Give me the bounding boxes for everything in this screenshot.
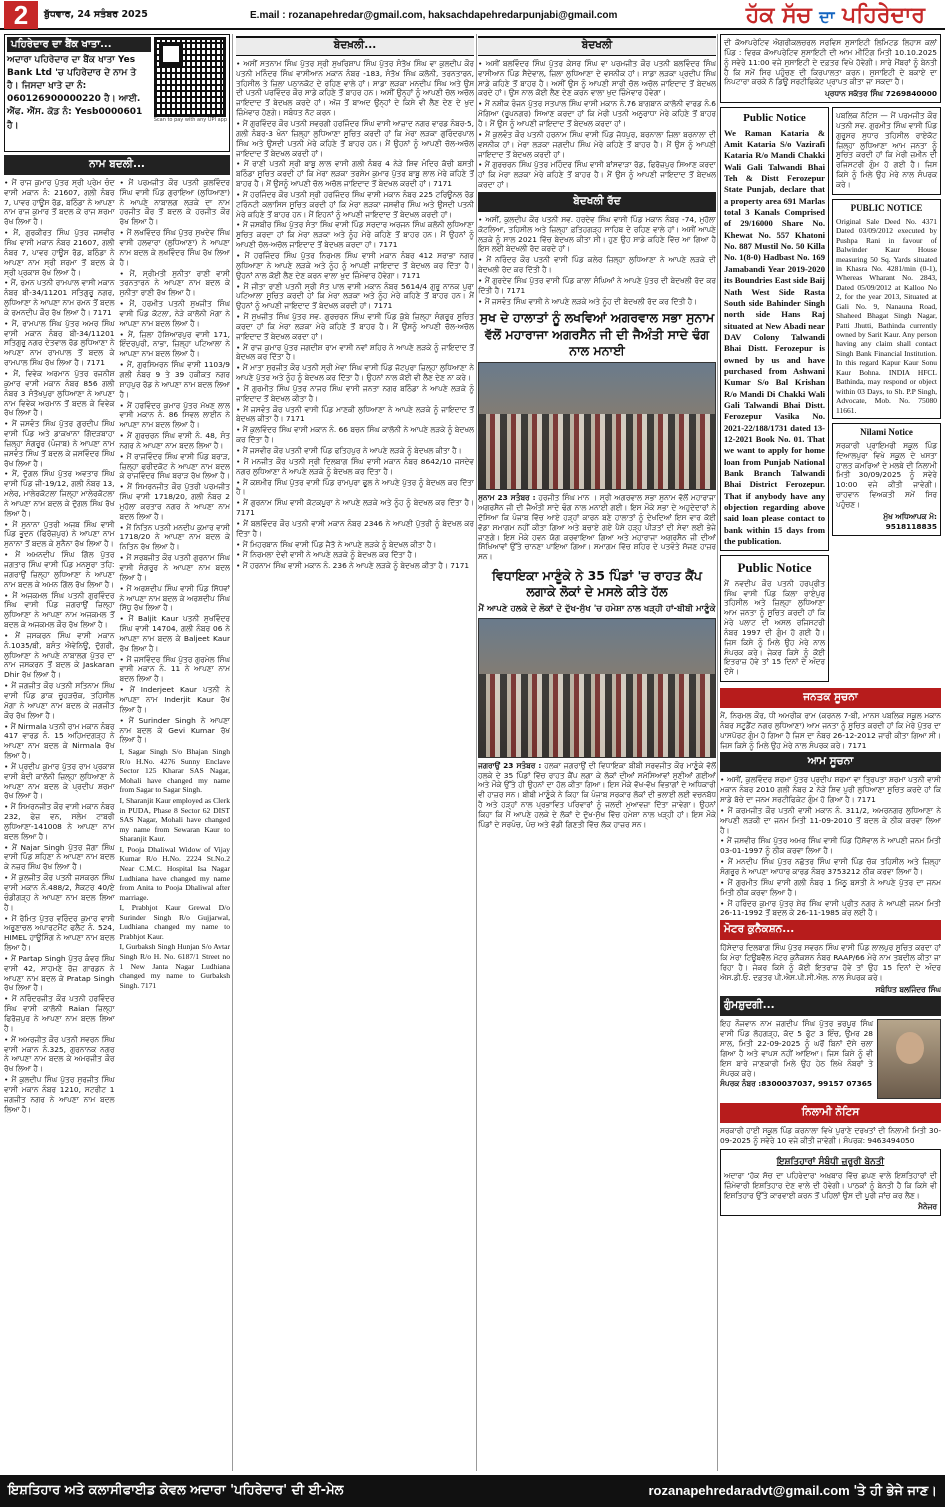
- bank-account-box: [4, 34, 230, 152]
- column-bedakhli: [236, 34, 474, 1471]
- notice-item: • ਮੈਂ Baljit Kaur ਪਤਨੀ ਸੁਖਵਿੰਦਰ ਸਿੰਘ ਵਾਸੀ 14704, ਗਲੀ ਨੰਬਰ 06 ਨੇ ਆਪਣਾ ਨਾਮ ਬਦਲ ਕੇ Baljeet Kaur ਰੱਖ ਲਿਆ ਹੈ।: [119, 614, 230, 653]
- story2-body: ਜਗਰਾਉਂ 23 ਸਤੰਬਰ : ਹਲਕਾ ਜਗਰਾਉਂ ਦੀ ਵਿਧਾਇਕਾ ਬੀਬੀ ਸਰਵਜੀਤ ਕੌਰ ਮਾਣੂੰਕੇ ਵੱਲੋਂ ਹਲਕੇ ਦੇ 35 ਪਿੰਡਾਂ ਵਿੱਚ ਰਾਹਤ ਕੈਂਪ ਲਗਾ ਕੇ ਲੋਕਾਂ ਦੀਆਂ ਸਮੱਸਿਆਵਾਂ ਸੁਣੀਆਂ ਗਈਆਂ ਅਤੇ ਮੌਕੇ ਉੱਤੇ ਹੀ ਉਹਨਾਂ ਦਾ ਹੱਲ ਕੀਤਾ ਗਿਆ। ਇਸ ਮੌਕੇ ਵੱਖ-ਵੱਖ ਵਿਭਾਗਾਂ ਦੇ ਅਧਿਕਾਰੀ ਵੀ ਹਾਜ਼ਰ ਸਨ। ਬੀਬੀ ਮਾਣੂੰਕੇ ਨੇ ਕਿਹਾ ਕਿ ਪੰਜਾਬ ਸਰਕਾਰ ਲੋਕਾਂ ਦੀ ਭਲਾਈ ਲਈ ਵਚਨਬੱਧ ਹੈ ਅਤੇ ਹੜ੍ਹਾਂ ਨਾਲ ਪ੍ਰਭਾਵਿਤ ਪਰਿਵਾਰਾਂ ਨੂੰ ਜਲਦੀ ਮੁਆਵਜ਼ਾ ਦਿੱਤਾ ਜਾਵੇਗਾ। ਉਹਨਾਂ ਕਿਹਾ ਕਿ ਮੈਂ ਆਪਣੇ ਹਲਕੇ ਦੇ ਲੋਕਾਂ ਦੇ ਦੁੱਖ-ਸੁੱਖ ਵਿੱਚ ਹਮੇਸ਼ਾ ਨਾਲ ਖੜ੍ਹੀ ਹਾਂ। ਇਸ ਮੌਕੇ ਪਿੰਡਾਂ ਦੇ ਸਰਪੰਚ, ਪੰਚ ਅਤੇ ਵੱਡੀ ਗਿਣਤੀ ਵਿੱਚ ਲੋਕ ਹਾਜ਼ਰ ਸਨ।: [478, 760, 716, 829]
- notice-item: • ਮੈਂ ਅਰਸ਼ਦੀਪ ਸਿੰਘ ਵਾਸੀ ਪਿੰਡ ਸਿੱਧਵਾਂ ਨੇ ਆਪਣਾ ਨਾਮ ਬਦਲ ਕੇ ਅਰਸ਼ਦੀਪ ਸਿੰਘ ਸਿੱਧੂ ਰੱਖ ਲਿਆ ਹੈ।: [119, 583, 230, 613]
- notice-item: • ਮੈਂ ਜਸਵੰਤ ਕੌਰ ਪਤਨੀ ਵਾਸੀ ਪਿੰਡ ਮਾਣਕੀ ਲੁਧਿਆਣਾ ਨੇ ਆਪਣੇ ਲੜਕੇ ਨੂੰ ਜਾਇਦਾਦ ਤੋਂ ਬੇਦਖਲ ਕੀਤਾ ਹੈ। 7171: [236, 404, 474, 424]
- section-heading-motor: ਮੋਟਰ ਕੁਨੈਕਸ਼ਨ...: [720, 920, 941, 940]
- notice-item: • ਮੈਂ ਨਰਿੰਦਰ ਕੌਰ ਪਤਨੀ ਵਾਸੀ ਪਿੰਡ ਕਲੇਰ ਜ਼ਿਲ੍ਹਾ ਲੁਧਿਆਣਾ ਨੇ ਆਪਣੇ ਲੜਕੇ ਦੀ ਬੇਦਖਲੀ ਰੱਦ ਕਰ ਦਿੱਤੀ ਹੈ।: [478, 255, 716, 275]
- notice-item: • ਮੈਂ, ਵਿਵੇਕ ਅਰਮਾਨ ਪੁੱਤਰ ਰਜਨੀਸ਼ ਕੁਮਾਰ ਵਾਸੀ ਮਕਾਨ ਨੰਬਰ 856 ਗਲੀ ਨੰਬਰ 3 ਸੰਤੋਖਪੁਰਾ ਲੁਧਿਆਣਾ ਨੇ ਆਪਣਾ ਨਾਮ ਵਿਵੇਕ ਅਰਮਾਨ ਤੋਂ ਬਦਲ ਕੇ ਵਿਵੇਕ ਰੱਖ ਲਿਆ ਹੈ।: [4, 368, 115, 418]
- notice-item: • ਮੈਂ ਗੁਰਨਾਮ ਸਿੰਘ ਵਾਸੀ ਕੋਟਕਪੂਰਾ ਨੇ ਆਪਣੇ ਲੜਕੇ ਅਤੇ ਨੂੰਹ ਨੂੰ ਬੇਦਖਲ ਕਰ ਦਿੱਤਾ ਹੈ। 7171: [236, 498, 474, 518]
- section-heading-bedakhli-radd: ਬੇਦਖਲੀ ਰੱਦ: [478, 192, 716, 212]
- notice-item: • ਅਸੀਂ ਬਲਵਿੰਦਰ ਸਿੰਘ ਪੁੱਤਰ ਕੇਸਰ ਸਿੰਘ ਵਾ ਪਰਮਜੀਤ ਕੌਰ ਪਤਨੀ ਬਲਵਿੰਦਰ ਸਿੰਘ ਵਾਸੀਆਨ ਪਿੰਡ ਸੈਦੇਵਾਲ, ਜ਼ਿਲਾ ਲੁਧਿਆਣਾ ਦੇ ਵਸਨੀਕ ਹਾਂ। ਸਾਡਾ ਲੜਕਾ ਪ੍ਰਦੀਪ ਸਿੰਘ ਸਾਡੇ ਕਹਿਣੇ ਤੋਂ ਬਾਹਰ ਹੈ। ਅਸੀਂ ਉਸ ਨੂੰ ਆਪਣੀ ਸਾਰੀ ਚੱਲ ਅਚੱਲ ਜਾਇਦਾਦ ਤੋਂ ਬੇਦਖਲ ਕਰਦੇ ਹਾਂ। ਉਸ ਨਾਲ ਕੋਈ ਲੈਣ ਦੇਣ ਕਰਨ ਵਾਲਾ ਖੁਦ ਜ਼ਿੰਮੇਵਾਰ ਹੋਵੇਗਾ।: [478, 58, 716, 98]
- notice-item: • ਮੈਂ ਸਰਬਜੀਤ ਕੌਰ ਪਤਨੀ ਗੁਰਨਾਮ ਸਿੰਘ ਵਾਸੀ ਸੰਗਰੂਰ ਨੇ ਆਪਣਾ ਨਾਮ ਬਦਲ ਲਿਆ ਹੈ।: [119, 553, 230, 582]
- notice-item: • ਅਸੀਂ ਸਤਨਾਮ ਸਿੰਘ ਪੁੱਤਰ ਸ੍ਰੀ ਸੁਖਰਿਸ਼ਾਪ ਸਿੰਘ ਪੁੱਤਰ ਸੰਤੋਖ ਸਿੰਘ ਵਾ ਕੁਲਦੀਪ ਕੌਰ ਪਤਨੀ ਮਨਿੰਦਰ ਸਿੰਘ ਵਾਸੀਆਨ ਮਕਾਨ ਨੰਬਰ -183, ਸੰਤੋਖ ਸਿੰਘ ਕਲੋਨੀ, ਤਰਨਤਾਰਨ, ਤਹਿਸੀਲ ਤੇ ਜ਼ਿਲਾ ਪਠਾਨਕੋਟ ਦੇ ਰਹਿਣ ਵਾਲੇ ਹਾਂ। ਸਾਡਾ ਲੜਕਾ ਮਨਦੀਪ ਸਿੰਘ ਅਤੇ ਉਸ ਦੀ ਪਤਨੀ ਪਰਵਿੰਦਰ ਕੌਰ ਸਾਡੇ ਕਹਿਣੇ ਤੋਂ ਬਾਹਰ ਹਨ। ਅਸੀਂ ਉਨ੍ਹਾਂ ਨੂੰ ਆਪਣੀ ਚੱਲ ਅਚੱਲ ਜਾਇਦਾਦ ਤੋਂ ਬੇਦਖ਼ਲ ਕਰਦੇ ਹਾਂ। ਅੱਜ ਤੋਂ ਬਾਅਦ ਉਨ੍ਹਾਂ ਦੇ ਕਿਸੇ ਵੀ ਲੈਣ ਦੇਣ ਦੇ ਖੁਦ ਜ਼ਿੰਮੇਵਾਰ ਹੋਣਗੇ। ਸਬੰਧਤ ਨੋਟ ਕਰਨ।: [236, 58, 474, 118]
- notice-item: • ਮੈਂ ਗੁਰਦੇਵ ਸਿੰਘ ਪੁੱਤਰ ਵਾਸੀ ਪਿੰਡ ਕਾਲਾ ਸੰਘਿਆਂ ਨੇ ਆਪਣੇ ਪੁੱਤਰ ਦੀ ਬੇਦਖਲੀ ਰੱਦ ਕਰ ਦਿੱਤੀ ਹੈ। 7171: [478, 275, 716, 295]
- notice-item: • ਮੈਂ ਕਰਮਜੀਤ ਕੌਰ ਪਤਨੀ ਵਾਸੀ ਮਕਾਨ ਨੰ. 311/2, ਅਮਰਨਗਰ ਲੁਧਿਆਣਾ ਨੇ ਆਪਣੀ ਲੜਕੀ ਦਾ ਜਨਮ ਮਿਤੀ 11-09-2010 ਤੋਂ ਬਦਲ ਕੇ ਠੀਕ ਕਰਵਾ ਲਿਆ ਹੈ।: [720, 805, 941, 835]
- story2-headline: ਵਿਧਾਇਕਾ ਮਾਣੂੰਕੇ ਨੇ 35 ਪਿੰਡਾਂ 'ਚ ਰਾਹਤ ਕੈਂਪ ਲਗਾਕੇ ਲੋਕਾਂ ਦੇ ਮਸਲੇ ਕੀਤੇ ਹੱਲ: [492, 568, 702, 600]
- notice-item: • ਮੈਂ ਰੋਮਿਤ ਪੁੱਤਰ ਵਰਿੰਦਰ ਕੁਮਾਰ ਵਾਸੀ ਅਰੂਣਾਚਲ ਅਪਾਰਟਮੈਂਟ ਫਲੈਟ ਨੰ. 524, HIMEL ਹਾਊਸਿੰਗ ਨੇ ਆਪਣਾ ਨਾਮ ਬਦਲ ਲਿਆ ਹੈ।: [4, 913, 115, 953]
- notice-item: • ਮੈਂ ਸੁਨਾਨਾ ਪੁੱਤਰੀ ਅਜਬ ਸਿੰਘ ਵਾਸੀ ਪਿੰਡ ਭੂਦਨ (ਫਿਰੋਜ਼ਪੁਰ) ਨੇ ਆਪਣਾ ਨਾਮ ਸੁਨਾਨਾ ਤੋਂ ਬਦਲ ਕੇ ਸੁਨੈਨਾ ਰੱਖ ਲਿਆ ਹੈ।: [4, 519, 115, 549]
- notice-item: • ਮੈਂ Partap Singh ਪੁੱਤਰ ਕੰਵਰ ਸਿੰਘ ਵਾਸੀ 42, ਸਾਹਮਣੇ ਰੋਜ਼ ਗਾਰਡਨ ਨੇ ਆਪਣਾ ਨਾਮ ਬਦਲ ਕੇ Pratap Singh ਰੱਖ ਲਿਆ ਹੈ।: [4, 953, 115, 993]
- story1-headline: ਸੁਖ ਦੇ ਹਾਲਾਤਾਂ ਨੂੰ ਲਖਵਿਆਂ ਅਗਰਵਾਲ ਸਭਾ ਸੁਨਾਮ ਵੱਲੋਂ ਮਹਾਰਾਜਾ ਅਗਰਸੈਨ ਜੀ ਦੀ ਜੈਅੰਤੀ ਸਾਦੇ ਢੰਗ ਨਾਲ ਮਨਾਈ: [479, 310, 715, 358]
- notice-item: • ਮੈਂ ਮਾਤਾ ਸੁਰਜੀਤ ਕੌਰ ਪਤਨੀ ਸ੍ਰੀ ਮੇਵਾ ਸਿੰਘ ਵਾਸੀ ਪਿੰਡ ਜੱਟਪੁਰਾ ਜ਼ਿਲ੍ਹਾ ਲੁਧਿਆਣਾ ਨੇ ਆਪਣੇ ਪੁੱਤਰ ਅਤੇ ਨੂੰਹ ਨੂੰ ਬੇਦਖਲ ਕਰ ਦਿੱਤਾ ਹੈ। ਉਹਨਾਂ ਨਾਲ ਕੋਈ ਵੀ ਲੈਣ ਦੇਣ ਨਾ ਕਰੇ।: [236, 363, 474, 383]
- notice-item: • ਮੈਂ ਹਰਜਿੰਦਰ ਕੌਰ ਪਤਨੀ ਸ੍ਰੀ ਹਰਜਿੰਦਰ ਸਿੰਘ ਵਾਸੀ ਮਕਾਨ ਨੰਬਰ 225 ਟਰਿਊਨਲ ਰੋਡ ਟਰਿੰਨਟੀ ਕਲਾਸਿਸ ਸੂਚਿਤ ਕਰਦੀ ਹਾਂ ਕਿ ਮੇਰਾ ਲੜਕਾ ਜਸਵੀਰ ਸਿੰਘ ਅਤੇ ਉਸਦੀ ਪਤਨੀ ਮੇਰੇ ਕਹਿਣੇ ਤੋਂ ਬਾਹਰ ਹਨ। ਮੈਂ ਇਹਨਾਂ ਨੂੰ ਆਪਣੀ ਜਾਇਦਾਦ ਤੋਂ ਬੇਦਖਲ ਕਰਦੀ ਹਾਂ।: [236, 189, 474, 219]
- section-heading-gumshudgi: ਗੁੰਮਸ਼ੁਦਗੀ...: [720, 996, 941, 1016]
- notice-item: • ਮੈਂ ਜਸਬੀਰ ਸਿੰਘ ਪੁੱਤਰ ਸੰਤਾ ਸਿੰਘ ਵਾਸੀ ਪਿੰਡ ਸਰਦਾਰ ਅਰਜਨ ਸਿੰਘ ਕਲੋਨੀ ਲੁਧਿਆਣਾ ਸੂਚਿਤ ਕਰਦਾ ਹਾਂ ਕਿ ਮੇਰਾ ਲੜਕਾ ਅਤੇ ਨੂੰਹ ਮੇਰੇ ਕਹਿਣੇ ਤੋਂ ਬਾਹਰ ਹਨ। ਮੈਂ ਉਹਨਾਂ ਨੂੰ ਆਪਣੀ ਚੱਲ-ਅਚੱਲ ਜਾਇਦਾਦ ਤੋਂ ਬੇਦਖਲ ਕਰਦਾ ਹਾਂ। 7171: [236, 220, 474, 250]
- qr-code-icon[interactable]: [154, 37, 226, 117]
- notice-item: • ਮੈਂ ਹਰਵਿੰਦਰ ਕੁਮਾਰ ਪੁੱਤਰ ਮੱਖਣ ਲਾਲ ਵਾਸੀ ਮਕਾਨ ਨੰ. 86 ਸਿਵਲ ਲਾਈਨ ਨੇ ਆਪਣਾ ਨਾਮ ਬਦਲ ਲਿਆ ਹੈ।: [119, 400, 230, 430]
- name-change-list-left: [4, 178, 115, 1115]
- notice-item: • ਮੈਂ, ਰਮਨ ਪਤਨੀ ਰਾਮਪਾਲ ਵਾਸੀ ਮਕਾਨ ਨੰਬਰ ਬੀ-34/11201 ਸਤਿਗੁਰੂ ਨਗਰ, ਲੁਧਿਆਣਾ ਨੇ ਆਪਣਾ ਨਾਮ ਰਮਨ ਤੋਂ ਬਦਲ ਕੇ ਰਮਨਦੀਪ ਕੌਰ ਰੱਖ ਲਿਆ ਹੈ। 7171: [4, 278, 115, 317]
- qr-caption: Scan to pay with any UPI app: [153, 117, 227, 123]
- section-heading-jantak: ਜਨਤਕ ਸੂਚਨਾ: [720, 688, 941, 708]
- column-divider: [717, 34, 718, 1471]
- bedakhli-radd-list: [478, 215, 716, 307]
- column-news: [478, 34, 716, 1471]
- footer-text: ਇਸ਼ਤਿਹਾਰ ਅਤੇ ਕਲਾਸੀਫਾਈਡ ਕੇਵਲ ਅਦਾਰਾ 'ਪਹਿਰੇਦਾਰ' ਦੀ ਈ-ਮੇਲ: [8, 1483, 344, 1498]
- notice-item: • ਮੈਂ ਰਾਜ ਕੁਮਾਰ ਪੁੱਤਰ ਸ੍ਰੀ ਪ੍ਰੇਮ ਚੰਦ ਵਾਸੀ ਮਕਾਨ ਨੰ: 21607, ਗਲੀ ਨੰਬਰ 7, ਪਾਵਰ ਹਾਊਸ ਰੋਡ, ਬਠਿੰਡਾ ਨੇ ਆਪਣਾ ਨਾਮ ਰਾਜ ਕੁਮਾਰ ਤੋਂ ਬਦਲ ਕੇ ਰਾਜ ਸ਼ਰਮਾ ਰੱਖ ਲਿਆ ਹੈ।: [4, 177, 115, 227]
- page-footer: [0, 1475, 945, 1507]
- notice-item: • ਮੈਂ ਮਿਹਰਬਾਨ ਸਿੰਘ ਵਾਸੀ ਪਿੰਡ ਜੈਤੋ ਨੇ ਆਪਣੇ ਲੜਕੇ ਨੂੰ ਬੇਦਖਲ ਕੀਤਾ ਹੈ।: [236, 539, 437, 549]
- notice-item: • ਮੈਂ ਨਰਿੰਦਰਜੀਤ ਕੌਰ ਪਤਨੀ ਹਰਵਿੰਦਰ ਸਿੰਘ ਵਾਸੀ ਕਾਲੋਨੀ Raian ਜ਼ਿਲ੍ਹਾ ਫਿਰੋਜ਼ਪੁਰ ਨੇ ਆਪਣਾ ਨਾਮ ਬਦਲ ਲਿਆ ਹੈ।: [4, 994, 115, 1033]
- page-number: 2: [4, 1, 38, 29]
- notice-item: • ਮੈਂ ਕੁਲਵੰਤ ਕੌਰ ਪਤਨੀ ਹਰਨਾਮ ਸਿੰਘ ਵਾਸੀ ਪਿੰਡ ਜੋਧਪੁਰ, ਬਰਨਾਲਾ ਜ਼ਿਲਾ ਬਰਨਾਲਾ ਦੀ ਵਸਨੀਕ ਹਾਂ। ਮੇਰਾ ਲੜਕਾ ਜਗਦੀਪ ਸਿੰਘ ਮੇਰੇ ਕਹਿਣੇ ਤੋਂ ਬਾਹਰ ਹੈ। ਮੈਂ ਉਸ ਨੂੰ ਆਪਣੀ ਜਾਇਦਾਦ ਤੋਂ ਬੇਦਖਲ ਕਰਦੀ ਹਾਂ।: [478, 129, 716, 159]
- notice-item: • ਮੈਂ ਹਰਿੰਦਰ ਕੁਮਾਰ ਪੁੱਤਰ ਸ਼ੇਰ ਸਿੰਘ ਵਾਸੀ ਪ੍ਰੀਤ ਨਗਰ ਨੇ ਆਪਣੀ ਜਨਮ ਮਿਤੀ 26-11-1992 ਤੋਂ ਬਦਲ ਕੇ 26-11-1985 ਕਰ ਲਈ ਹੈ।: [720, 898, 941, 918]
- section-heading-bedakhli-2: ਬੇਦਖਲੀ: [478, 36, 716, 56]
- notice-item: • ਮੈਂ ਅਜਕਮਲ ਸਿੰਘ ਪਤਨੀ ਗੁਰਵਿੰਦਰ ਸਿੰਘ ਵਾਸੀ ਪਿੰਡ ਜਗਰਾਉਂ ਜ਼ਿਲ੍ਹਾ ਲੁਧਿਆਣਾ ਨੇ ਆਪਣਾ ਨਾਮ ਅਜਕਮਲ ਤੋਂ ਬਦਲ ਕੇ ਅਜਕਮਲ ਕੌਰ ਰੱਖ ਲਿਆ ਹੈ।: [4, 590, 115, 630]
- notice-item: • ਮੈਂ ਗੁਰਚਰਨ ਸਿੰਘ ਪੁੱਤਰ ਮਹਿੰਦਰ ਸਿੰਘ ਵਾਸੀ ਬਾਂਸਵਾੜਾ ਰੋਡ, ਫਿਰੋਜ਼ਪੁਰ ਸਿਆਣ ਕਰਦਾ ਹਾਂ ਕਿ ਮੇਰਾ ਲੜਕਾ ਮੇਰੇ ਕਹਿਣੇ ਤੋਂ ਬਾਹਰ ਹੈ। ਮੈਂ ਉਸ ਨੂੰ ਆਪਣੀ ਜਾਇਦਾਦ ਤੋਂ ਬੇਦਖਲ ਕਰਦਾ ਹਾਂ।: [478, 160, 716, 190]
- public-notice-1: Public Notice We Raman Kataria & Amit Kataria S/o Vazirafi Kataria R/o Mandi Chakki Wali Gali Talwandi Bhai Teh & Distt Ferozepur State Punjab, declare that a property area 691 Marlas total 3 Kanals Comprised of 29/16000 Share No. Khewat No. 557 Khatoni No. 887 Mustil No. 50 Killa No. 1(8-0) Hadbast No. 169 Jamabandi Year 2019-2020 its Boundries East side Baij Nath West Side Rasta South side Bahinder Singh north side Hans Raj situated at New Abadi near DAV Colony Talwandi Bhai Distt. Ferozepur is owned by us and have purchased from Ashwani Kumar S/o Bal Krishan R/o Mandi Di Chakki Wali Gali Talwandi Bhai Distt. Ferozepur Vasika No. 2021-22/188/1731 dated 13-12-2021 Book No. 01. That we want to apply for home loan from Punjab National Bank Branch Talwandi Bhai District Ferozepur. That if anybody have any objection regarding above said loan please contact to bank within 15 days from the publication.: [720, 107, 829, 551]
- column-name-change: [4, 34, 230, 1471]
- notice-item: • ਮੈਂ ਨਿਤਿਨ ਪਤਨੀ ਮਨਦੀਪ ਕੁਮਾਰ ਵਾਸੀ 1718/20 ਨੇ ਆਪਣਾ ਨਾਮ ਬਦਲ ਕੇ ਨਿਤਿਨ ਰੱਖ ਲਿਆ ਹੈ।: [119, 522, 230, 552]
- notice-item: • ਮੈਂ ਗੁਰਚਰਨ ਸਿੰਘ ਵਾਸੀ ਨੰ. 48, ਸੰਤ ਨਗਰ ਨੇ ਆਪਣਾ ਨਾਮ ਬਦਲ ਲਿਆ ਹੈ।: [119, 431, 230, 450]
- notice-item: • ਮੈਂ ਕੁਲਦੀਪ ਸਿੰਘ ਪੁੱਤਰ ਸੁਰਜੀਤ ਸਿੰਘ ਵਾਸੀ ਮਕਾਨ ਨੰਬਰ 1210, ਸਟਰੀਟ 1 ਜਗਜੀਤ ਨਗਰ ਨੇ ਆਪਣਾ ਨਾਮ ਬਦਲ ਲਿਆ ਹੈ।: [4, 1075, 115, 1114]
- society-notice: ਦੀ ਕੋਆਪਰੇਟਿਵ ਐਗਰੀਕਲਚਰਲ ਸਰਵਿਸ ਸੁਸਾਇਟੀ ਲਿਮਿਟਡ ਲਿਹਾਸ ਕਲਾਂ ਪਿੰਡ : ਵਿਰਕ ਕੋਆਪਰੇਟਿਵ ਸੁਸਾਇਟੀ ਦੀ ਆਮ ਮੀਟਿੰਗ ਮਿਤੀ 10.10.2025 ਨੂੰ ਸਵੇਰੇ 11:00 ਵਜੇ ਸੁਸਾਇਟੀ ਦੇ ਦਫ਼ਤਰ ਵਿਖੇ ਹੋਵੇਗੀ। ਸਾਰੇ ਮੈਂਬਰਾਂ ਨੂੰ ਬੇਨਤੀ ਹੈ ਕਿ ਸਮੇਂ ਸਿਰ ਪਹੁੰਚਣ ਦੀ ਕਿਰਪਾਲਤਾ ਕਰਨ। ਸੁਸਾਇਟੀ ਦੇ ਬਕਾਏ ਦਾ ਨਿਪਟਾਰਾ ਕਰਕੇ ਨੋ ਡਿਊ ਸਰਟੀਫਿਕੇਟ ਪ੍ਰਾਪਤ ਕੀਤਾ ਜਾ ਸਕਦਾ ਹੈ। ਪ੍ਰਧਾਨ ਸਕੱਤਰ ਸਿੰਘ 7269840000: [720, 34, 941, 103]
- notice-item: • ਮੈਂ ਸਿਮਰਨਜੀਤ ਕੌਰ ਵਾਸੀ ਮਕਾਨ ਨੰਬਰ 232, ਫੇਜ਼ ਵਨ, ਸਲੇਮ ਟਾਬਰੀ ਲੁਧਿਆਣਾ-141008 ਨੇ ਆਪਣਾ ਨਾਮ ਬਦਲ ਲਿਆ ਹੈ।: [4, 802, 115, 841]
- public-notice-punjabi: ਪਬਲਿਕ ਨੋਟਿਸ — ਮੈਂ ਪਰਮਜੀਤ ਕੌਰ ਪਤਨੀ ਸਵ. ਗੁਰਮੀਤ ਸਿੰਘ ਵਾਸੀ ਪਿੰਡ ਗੁਰੂਸਰ ਸੁਧਾਰ ਤਹਿਸੀਲ ਰਾਏਕੋਟ ਜ਼ਿਲ੍ਹਾ ਲੁਧਿਆਣਾ ਆਮ ਜਨਤਾ ਨੂੰ ਸੂਚਿਤ ਕਰਦੀ ਹਾਂ ਕਿ ਮੇਰੀ ਜ਼ਮੀਨ ਦੀ ਰਜਿਸਟਰੀ ਗੁੰਮ ਹੋ ਗਈ ਹੈ। ਜਿਸ ਕਿਸੇ ਨੂੰ ਮਿਲੇ ਉਹ ਮੇਰੇ ਨਾਲ ਸੰਪਰਕ ਕਰੇ।: [832, 107, 941, 195]
- bank-title: ਪਹਿਰੇਦਾਰ ਦਾ ਬੈਂਕ ਖਾਤਾ...: [7, 37, 151, 52]
- notice-item: • ਮੈਂ ਮਨਜੀਤ ਕੌਰ ਪਤਨੀ ਸ੍ਰੀ ਦਿਲਬਾਗ ਸਿੰਘ ਵਾਸੀ ਮਕਾਨ ਨੰਬਰ 8642/10 ਜਸਦੇਵ ਨਗਰ ਲੁਧਿਆਣਾ ਨੇ ਆਪਣੇ ਲੜਕੇ ਨੂੰ ਬੇਦਖਲ ਕਰ ਦਿੱਤਾ ਹੈ।: [236, 456, 474, 476]
- notice-item: • ਮੈਂ ਗੁਰਵਿੰਦਰ ਕੌਰ ਪਤਨੀ ਸਵਰਗੀ ਹਰਜਿੰਦਰ ਸਿੰਘ ਵਾਸੀ ਆਜ਼ਾਦ ਨਗਰ ਵਾਰਡ ਨੰਬਰ-5, ਗਲੀ ਨੰਬਰ-3 ਖੰਨਾ ਜ਼ਿਲ੍ਹਾ ਲੁਧਿਆਣਾ ਸੂਚਿਤ ਕਰਦੀ ਹਾਂ ਕਿ ਮੇਰਾ ਲੜਕਾ ਗੁਰਿੰਦਰਪਾਲ ਸਿੰਘ ਅਤੇ ਉਸਦੀ ਪਤਨੀ ਮੇਰੇ ਕਹਿਣੇ ਤੋਂ ਬਾਹਰ ਹਨ। ਮੈਂ ਉਹਨਾਂ ਨੂੰ ਆਪਣੀ ਚੱਲ-ਅਚੱਲ ਜਾਇਦਾਦ ਤੋਂ ਬੇਦਖਲ ਕਰਦੀ ਹਾਂ।: [236, 119, 474, 158]
- bedakhli-list: [236, 59, 474, 571]
- notice-item: I, Sagar Singh S/o Bhajan Singh R/o H.No. 4276 Sunny Enclave Sector 125 Kharar SAS Nagar, Mohali have changed my name from Sagar to Sagar Singh.: [119, 747, 230, 795]
- notice-item: • ਮੈਂ ਨਸ਼ੀਕ ਰੰਜਨ ਪੁੱਤਰ ਸਤਪਾਲ ਸਿੰਘ ਵਾਸੀ ਮਕਾਨ ਨੰ.76 ਬਾਗਬਾਨ ਕਾਲੋਨੀ ਵਾਰਡ ਨੰ.6 ਮੋਗਿਆ (ਰੂਪਨਗਰ) ਸਿਆਣ ਕਰਦਾ ਹਾਂ ਕਿ ਮੇਰੀ ਪਤਨੀ ਅਨੂਰਾਧਾ ਮੇਰੇ ਕਹਿਣੇ ਤੋਂ ਬਾਹਰ ਹੈ। ਮੈਂ ਉਸ ਨੂੰ ਆਪਣੀ ਜਾਇਦਾਦ ਤੋਂ ਬੇਦਖਲ ਕਰਦਾ ਹਾਂ।: [478, 99, 716, 129]
- notice-item: • ਮੈਂ ਜਸਵੀਰ ਕੌਰ ਪਤਨੀ ਵਾਸੀ ਪਿੰਡ ਫਤਿਹਪੁਰ ਨੇ ਆਪਣੇ ਲੜਕੇ ਨੂੰ ਬੇਦਖਲ ਕੀਤਾ ਹੈ।: [236, 446, 462, 456]
- page-header: [0, 0, 945, 30]
- notice-item: • ਮੈਂ ਹਰਜਿੰਦਰ ਸਿੰਘ ਪੁੱਤਰ ਨਿਰਮਲ ਸਿੰਘ ਵਾਸੀ ਮਕਾਨ ਨੰਬਰ 412 ਸਰਾਭਾ ਨਗਰ ਲੁਧਿਆਣਾ ਨੇ ਆਪਣੇ ਲੜਕੇ ਅਤੇ ਨੂੰਹ ਨੂੰ ਆਪਣੀ ਜਾਇਦਾਦ ਤੋਂ ਬੇਦਖਲ ਕਰ ਦਿੱਤਾ ਹੈ। ਉਹਨਾਂ ਨਾਲ ਕੋਈ ਲੈਣ ਦੇਣ ਕਰਨ ਵਾਲਾ ਖੁਦ ਜ਼ਿੰਮੇਵਾਰ ਹੋਵੇਗਾ। 7171: [236, 250, 474, 280]
- notice-item: • ਮੈਂ ਲਖਵਿੰਦਰ ਸਿੰਘ ਪੁੱਤਰ ਸੁਖਦੇਵ ਸਿੰਘ ਵਾਸੀ ਹਲਵਾਰਾ (ਲੁਧਿਆਣਾ) ਨੇ ਆਪਣਾ ਨਾਮ ਬਦਲ ਕੇ ਲਖਵਿੰਦਰ ਸਿੰਘ ਰੱਖ ਲਿਆ ਹੈ।: [119, 228, 230, 267]
- notice-item: • ਮੈਂ ਰਾਜਵਿੰਦਰ ਸਿੰਘ ਵਾਸੀ ਪਿੰਡ ਬਰਾੜ, ਜ਼ਿਲ੍ਹਾ ਫਰੀਦਕੋਟ ਨੇ ਆਪਣਾ ਨਾਮ ਬਦਲ ਕੇ ਰਾਜਵਿੰਦਰ ਸਿੰਘ ਬਰਾੜ ਰੱਖ ਲਿਆ ਹੈ।: [119, 451, 230, 481]
- public-notice-3: Public Notice ਮੈਂ ਨਵਦੀਪ ਕੌਰ ਪਤਨੀ ਹਰਪ੍ਰੀਤ ਸਿੰਘ ਵਾਸੀ ਪਿੰਡ ਕਿਲਾ ਰਾਏਪੁਰ ਤਹਿਸੀਲ ਅਤੇ ਜ਼ਿਲ੍ਹਾ ਲੁਧਿਆਣਾ ਆਮ ਜਨਤਾ ਨੂੰ ਸੂਚਿਤ ਕਰਦੀ ਹਾਂ ਕਿ ਮੇਰੇ ਪਲਾਟ ਦੀ ਅਸਲ ਰਜਿਸਟਰੀ ਨੰਬਰ 1997 ਦੀ ਗੁੰਮ ਹੋ ਗਈ ਹੈ। ਜਿਸ ਕਿਸੇ ਨੂੰ ਮਿਲੇ ਉਹ ਮੇਰੇ ਨਾਲ ਸੰਪਰਕ ਕਰੇ। ਜੇਕਰ ਕਿਸੇ ਨੂੰ ਕੋਈ ਇਤਰਾਜ਼ ਹੋਵੇ ਤਾਂ 15 ਦਿਨਾਂ ਦੇ ਅੰਦਰ ਦੱਸੇ।: [720, 555, 829, 682]
- notice-item: • ਮੈਂ ਰਾਜ ਕੁਮਾਰ ਪੁੱਤਰ ਜਗਦੀਸ਼ ਰਾਮ ਵਾਸੀ ਨਵਾਂ ਸ਼ਹਿਰ ਨੇ ਆਪਣੇ ਲੜਕੇ ਨੂੰ ਜਾਇਦਾਦ ਤੋਂ ਬੇਦਖਲ ਕਰ ਦਿੱਤਾ ਹੈ।: [236, 342, 474, 362]
- notice-item: • ਮੈਂ ਜਸਵਿੰਦਰ ਸਿੰਘ ਪੁੱਤਰ ਗੁਰਮੇਲ ਸਿੰਘ ਵਾਸੀ ਮਕਾਨ ਨੰ. 11 ਨੇ ਆਪਣਾ ਨਾਮ ਬਦਲ ਲਿਆ ਹੈ।: [119, 654, 230, 684]
- advertising-disclaimer: ਇਸ਼ਤਿਹਾਰਾਂ ਸੰਬੰਧੀ ਜ਼ਰੂਰੀ ਬੇਨਤੀ ਅਦਾਰਾ 'ਹੱਕ ਸੱਚ ਦਾ ਪਹਿਰੇਦਾਰ' ਅਖ਼ਬਾਰ ਵਿੱਚ ਛਪਣ ਵਾਲੇ ਇਸ਼ਤਿਹਾਰਾਂ ਦੀ ਜ਼ਿੰਮੇਵਾਰੀ ਇਸ਼ਤਿਹਾਰ ਦੇਣ ਵਾਲੇ ਦੀ ਹੋਵੇਗੀ। ਪਾਠਕਾਂ ਨੂੰ ਬੇਨਤੀ ਹੈ ਕਿ ਕਿਸੇ ਵੀ ਇਸ਼ਤਿਹਾਰ ਉੱਤੇ ਕਾਰਵਾਈ ਕਰਨ ਤੋਂ ਪਹਿਲਾਂ ਉਸ ਦੀ ਪੂਰੀ ਜਾਂਚ ਕਰ ਲੈਣ। ਮੈਨੇਜਰ: [720, 1149, 941, 1216]
- notice-item: • ਮੈਂ ਨਿਰਮਲਾ ਦੇਵੀ ਵਾਸੀ ਨੇ ਆਪਣੇ ਲੜਕੇ ਨੂੰ ਬੇਦਖਲ ਕਰ ਦਿੱਤਾ ਹੈ।: [236, 550, 417, 560]
- notice-item: • ਮੈਂ ਕਸ਼ਮੀਰ ਸਿੰਘ ਪੁੱਤਰ ਵਾਸੀ ਪਿੰਡ ਰਾਮਪੁਰਾ ਫੂਲ ਨੇ ਆਪਣੇ ਪੁੱਤਰ ਨੂੰ ਬੇਦਖਲ ਕਰ ਦਿੱਤਾ ਹੈ।: [236, 477, 474, 497]
- notice-item: • ਅਸੀਂ, ਕੁਲਵਿੰਦਰ ਸ਼ਰਮਾ ਪੁੱਤਰ ਪ੍ਰਦੀਪ ਸ਼ਰਮਾ ਵਾ ਤ੍ਰਿਪਤਾ ਸ਼ਰਮਾ ਪਤਨੀ ਵਾਸੀ ਮਕਾਨ ਨੰਬਰ 2010 ਗਲੀ ਨੰਬਰ 2 ਨੇੜੇ ਸ਼ਿਵ ਪੁਰੀ ਲੁਧਿਆਣਾ ਸੂਚਿਤ ਕਰਦੇ ਹਾਂ ਕਿ ਸਾਡੇ ਬੱਚੇ ਦਾ ਜਨਮ ਸਰਟੀਫਿਕੇਟ ਗੁੰਮ ਹੋ ਗਿਆ ਹੈ। 7171: [720, 775, 941, 805]
- notice-item: • ਮੈਂ, ਰਾਮਪਾਲ ਸਿੰਘ ਪੁੱਤਰ ਅਮਰ ਸਿੰਘ ਵਾਸੀ ਮਕਾਨ ਨੰਬਰ ਬੀ-34/11201 ਸਤਿਗੁਰੂ ਨਗਰ ਦੇਤਵਾਲ ਰੋਡ ਲੁਧਿਆਣਾ ਨੇ ਆਪਣਾ ਨਾਮ ਰਾਮਪਾਲ ਤੋਂ ਬਦਲ ਕੇ ਰਾਮਪਾਲ ਸਿੰਘ ਰੱਖ ਲਿਆ ਹੈ। 7171: [4, 318, 115, 368]
- gumshudgi-notice: ਇਹ ਨੌਜਵਾਨ ਨਾਮ ਜਗਦੀਪ ਸਿੰਘ ਪੁੱਤਰ ਭਰਪੂਰ ਸਿੰਘ ਵਾਸੀ ਪਿੰਡ ਲੋਹਗੜ੍ਹ, ਕੱਦ 5 ਫੁੱਟ 3 ਇੰਚ, ਉਮਰ 28 ਸਾਲ, ਮਿਤੀ 22-09-2025 ਨੂੰ ਘਰੋਂ ਬਿਨਾਂ ਦੱਸੇ ਚਲਾ ਗਿਆ ਹੈ ਅਤੇ ਵਾਪਸ ਨਹੀਂ ਆਇਆ। ਜਿਸ ਕਿਸੇ ਨੂੰ ਵੀ ਇਸ ਬਾਰੇ ਜਾਣਕਾਰੀ ਮਿਲੇ ਉਹ ਹੇਠ ਲਿਖੇ ਨੰਬਰਾਂ ਤੇ ਸੰਪਰਕ ਕਰੇ। ਸੰਪਰਕ ਨੰਬਰ :8300037037, 99157 07365: [720, 1019, 941, 1089]
- notice-item: • ਮੈਂ ਜਸਵੰਤ ਸਿੰਘ ਵਾਸੀ ਨੇ ਆਪਣੇ ਲੜਕੇ ਅਤੇ ਨੂੰਹ ਦੀ ਬੇਦਖਲੀ ਰੱਦ ਕਰ ਦਿੱਤੀ ਹੈ।: [478, 296, 698, 306]
- notice-item: • ਮੈਂ ਰਾਣੀ ਪਤਨੀ ਸ੍ਰੀ ਬਾਬੂ ਲਾਲ ਵਾਸੀ ਗਲੀ ਨੰਬਰ 4 ਨੇੜੇ ਸ਼ਿਵ ਮੰਦਿਰ ਕੱਚੀ ਬਸਤੀ ਬਠਿੰਡਾ ਸੂਚਿਤ ਕਰਦੀ ਹਾਂ ਕਿ ਮੇਰਾ ਲੜਕਾ ਤਰਸੇਮ ਕੁਮਾਰ ਪੁੱਤਰ ਬਾਬੂ ਲਾਲ ਮੇਰੇ ਕਹਿਣੇ ਤੋਂ ਬਾਹਰ ਹੈ। ਮੈਂ ਉਸਨੂੰ ਆਪਣੀ ਚੱਲ ਅਚੱਲ ਜਾਇਦਾਦ ਤੋਂ ਬੇਦਖਲ ਕਰਦੀ ਹਾਂ। 7171: [236, 159, 474, 189]
- missing-person-photo: [877, 1019, 941, 1099]
- notice-item: • ਮੈਂ Surinder Singh ਨੇ ਆਪਣਾ ਨਾਮ ਬਦਲ ਕੇ Gevi Kumar ਰੱਖ ਲਿਆ ਹੈ।: [119, 715, 230, 745]
- column-divider: [476, 34, 477, 1471]
- masthead-logo: ਹੱਕ ਸੱਚ ਦਾ ਪਹਿਰੇਦਾਰ: [745, 2, 925, 28]
- notice-item: • ਮੈਂ, ਦੁੱਗਲ ਸਿੰਘ ਪੁੱਤਰ ਅਵਤਾਰ ਸਿੰਘ ਵਾਸੀ ਪਿੰਡ ਜੀ-19/12, ਗਲੀ ਨੰਬਰ 13, ਮਲੇਰ, ਮਾਲੇਰਕੋਟਲਾ ਜਿਲ੍ਹਾ ਮਾਲੇਰਕੋਟਲਾ ਨੇ ਆਪਣਾ ਨਾਮ ਬਦਲ ਕੇ ਦੁੱਗਲ ਸਿੰਘ ਰੱਖ ਲਿਆ ਹੈ।: [4, 469, 115, 518]
- notice-item: • ਅਸੀਂ, ਕੁਲਦੀਪ ਕੌਰ ਪਤਨੀ ਸਵ. ਹਰਦੇਵ ਸਿੰਘ ਵਾਸੀ ਪਿੰਡ ਮਕਾਨ ਨੰਬਰ -74, ਮੁਹੱਲਾ ਕੋਟਲਿਆ, ਤਹਿਸੀਲ ਅਤੇ ਜ਼ਿਲ੍ਹਾ ਫ਼ਤਿਹਗੜ੍ਹ ਸਾਹਿਬ ਦੇ ਰਹਿਣ ਵਾਲੇ ਹਾਂ। ਅਸੀਂ ਆਪਣੇ ਲੜਕੇ ਨੂੰ ਸਾਲ 2021 ਵਿੱਚ ਬੇਦਖਲ ਕੀਤਾ ਸੀ। ਹੁਣ ਉਹ ਸਾਡੇ ਕਹਿਣੇ ਵਿੱਚ ਆ ਗਿਆ ਹੈ ਇਸ ਲਈ ਬੇਦਖਲੀ ਰੱਦ ਕਰਦੇ ਹਾਂ।: [478, 214, 716, 254]
- notice-item: • ਮੈਂ ਮਨਦੀਪ ਸਿੰਘ ਪੁੱਤਰ ਨਛੱਤਰ ਸਿੰਘ ਵਾਸੀ ਪਿੰਡ ਚੱਕ ਤਹਿਸੀਲ ਅਤੇ ਜ਼ਿਲ੍ਹਾ ਸੰਗਰੂਰ ਨੇ ਆਪਣਾ ਆਧਾਰ ਕਾਰਡ ਨੰਬਰ 3753212 ਠੀਕ ਕਰਵਾ ਲਿਆ ਹੈ।: [720, 857, 941, 876]
- notice-item: • ਮੈਂ, ਸ੍ਰੀਮਤੀ ਸੁਨੀਤਾ ਰਾਣੀ ਵਾਸੀ ਤਰਨਤਾਰਨ ਨੇ ਆਪਣਾ ਨਾਮ ਬਦਲ ਕੇ ਸੁਨੀਤਾ ਰਾਣੀ ਰੱਖ ਲਿਆ ਹੈ।: [119, 268, 230, 298]
- footer-email[interactable]: rozanapehredaradvt@gmail.com 'ਤੇ ਹੀ ਭੇਜੇ ਜਾਣ।: [648, 1483, 937, 1499]
- nilami-notice-2: ਸਰਕਾਰੀ ਹਾਈ ਸਕੂਲ ਪਿੰਡ ਕਰਨਾਲਾ ਵਿਖੇ ਪੁਰਾਣੇ ਦਰਖਤਾਂ ਦੀ ਨਿਲਾਮੀ ਮਿਤੀ 30-09-2025 ਨੂੰ ਸਵੇਰੇ 10 ਵਜੇ ਕੀਤੀ ਜਾਵੇਗੀ। ਸੰਪਰਕ: 9463494050: [720, 1126, 941, 1146]
- notice-item: I, Gurbaksh Singh Hunjan S/o Avtar Singh R/o H. No. 6187/1 Street no 1 New Janta Nagar Ludhiana changed my name to Gurbaksh Singh. 7171: [119, 942, 230, 990]
- section-heading-name-change: ਨਾਮ ਬਦਲੀ...: [4, 155, 230, 175]
- notice-item: • ਮੈਂ ਅਮਰਜੀਤ ਕੌਰ ਪਤਨੀ ਸਵਰਨ ਸਿੰਘ ਵਾਸੀ ਮਕਾਨ ਨੰ.325, ਗੁਰਨਾਨਕ ਨਗਰ ਨੇ ਆਪਣਾ ਨਾਮ ਬਦਲ ਕੇ ਅਮਰਜੀਤ ਕੌਰ ਰੱਖ ਲਿਆ ਹੈ।: [4, 1034, 115, 1074]
- notice-item: • ਮੈਂ ਜਸਵੀਰ ਸਿੰਘ ਪੁੱਤਰ ਅਮਰ ਸਿੰਘ ਵਾਸੀ ਪਿੰਡ ਹਿੱਸੋਵਾਲ ਨੇ ਆਪਣੀ ਜਨਮ ਮਿਤੀ 03-01-1997 ਨੂੰ ਠੀਕ ਕਰਵਾ ਲਿਆ ਹੈ।: [720, 836, 941, 856]
- notice-item: • ਮੈਂ, ਗੁਰਕੀਰਤ ਸਿੰਘ ਪੁੱਤਰ ਜਸਵੀਰ ਸਿੰਘ ਵਾਸੀ ਮਕਾਨ ਨੰਬਰ 21607, ਗਲੀ ਨੰਬਰ 7, ਪਾਵਰ ਹਾਊਸ ਰੋਡ, ਬਠਿੰਡਾ ਨੇ ਆਪਣਾ ਨਾਮ ਸ੍ਰੀ ਸ਼ਰਮਾ ਤੋਂ ਬਦਲ ਕੇ ਸ੍ਰੀ ਪ੍ਰਕਾਸ਼ ਰੱਖ ਲਿਆ ਹੈ।: [4, 228, 115, 277]
- notice-item: • ਮੈਂ ਜਗਜੀਤ ਕੌਰ ਪਤਨੀ ਸਤਿਨਾਮ ਸਿੰਘ ਵਾਸੀ ਪਿੰਡ ਡਾਕ ਚੂਹੜਚੱਕ, ਤਹਿਸੀਲ ਮੋਗਾ ਨੇ ਆਪਣਾ ਨਾਮ ਬਦਲ ਕੇ ਜਗਜੀਤ ਕੌਰ ਰੱਖ ਲਿਆ ਹੈ।: [4, 681, 115, 720]
- header-email[interactable]: E.mail : rozanapehredar@gmail.com, haksachdapehredarpunjabi@gmail.com: [250, 10, 618, 21]
- notice-item: • ਮੈਂ ਪਰਮਜੀਤ ਕੌਰ ਪਤਨੀ ਕੁਲਵਿੰਦਰ ਸਿੰਘ ਵਾਸੀ ਪਿੰਡ ਗੁਰਾਇਆ (ਲੁਧਿਆਣਾ) ਨੇ ਆਪਣੇ ਨਾਬਾਲਗ ਲੜਕੇ ਦਾ ਨਾਮ ਹਰਜੀਤ ਕੌਰ ਤੋਂ ਬਦਲ ਕੇ ਹਰਜੀਤ ਕੌਰ ਰੱਖ ਲਿਆ ਹੈ।: [119, 177, 230, 227]
- notice-item: • ਮੈਂ ਸੁਖਜੀਤ ਸਿੰਘ ਪੁੱਤਰ ਸਵ. ਗੁਰਚਰਨ ਸਿੰਘ ਵਾਸੀ ਪਿੰਡ ਕੁੱਬੇ ਜ਼ਿਲ੍ਹਾ ਸੰਗਰੂਰ ਸੂਚਿਤ ਕਰਦਾ ਹਾਂ ਕਿ ਮੇਰਾ ਲੜਕਾ ਮੇਰੇ ਕਹਿਣੇ ਤੋਂ ਬਾਹਰ ਹੈ। ਮੈਂ ਉਸਨੂੰ ਆਪਣੀ ਚੱਲ-ਅਚੱਲ ਜਾਇਦਾਦ ਤੋਂ ਬੇਦਖਲ ਕਰਦਾ ਹਾਂ।: [236, 312, 474, 341]
- notice-item: • ਮੈਂ, ਜ਼ਿਲਾ ਹੋਸ਼ਿਆਰਪੁਰ ਵਾਸੀ 171, ਇੰਦਰਪੁਰੀ, ਨਾਭਾ, ਜ਼ਿਲ੍ਹਾ ਪਟਿਆਲਾ ਨੇ ਆਪਣਾ ਨਾਮ ਬਦਲ ਲਿਆ ਹੈ।: [119, 329, 230, 359]
- section-heading-aam-suchna: ਆਮ ਸੂਚਨਾ: [720, 752, 941, 772]
- bedakhli-list-2: [478, 59, 716, 190]
- motor-notice: ਹਿੱਸੇਦਾਰ ਦਿਲਬਾਗ ਸਿੰਘ ਪੁੱਤਰ ਸਵਰਨ ਸਿੰਘ ਵਾਸੀ ਪਿੰਡ ਲਾਲਪੁਰ ਸੂਚਿਤ ਕਰਦਾ ਹਾਂ ਕਿ ਮੇਰਾ ਟਿਊਬਵੈੱਲ ਮੋਟਰ ਕੁਨੈਕਸ਼ਨ ਨੰਬਰ RAAP/66 ਮੇਰੇ ਨਾਮ ਤਬਦੀਲ ਕੀਤਾ ਜਾ ਰਿਹਾ ਹੈ। ਜੇਕਰ ਕਿਸੇ ਨੂੰ ਕੋਈ ਇਤਰਾਜ਼ ਹੋਵੇ ਤਾਂ ਉਹ 15 ਦਿਨਾਂ ਦੇ ਅੰਦਰ ਐਸ.ਡੀ.ਓ. ਦਫ਼ਤਰ ਪੀ.ਐਸ.ਪੀ.ਸੀ.ਐਲ. ਨਾਲ ਸੰਪਰਕ ਕਰੇ।: [720, 943, 941, 982]
- bank-text: ਅਦਾਰਾ ਪਹਿਰੇਦਾਰ ਦਾ ਬੈਂਕ ਖਾਤਾ Yes Bank Ltd 'ਚ ਪਹਿਰੇਦਾਰ ਦੇ ਨਾਮ ਤੇ ਹੈ। ਜਿਸਦਾ ਖਾਤੇ ਦਾ ਨੰ: 060126900000220 ਹੈ। ਆਈ. ਐੱਫ. ਐੱਸ. ਕੋਡ ਨੰ: Yesb0000601 ਹੈ।: [7, 55, 143, 131]
- notice-item: • ਮੈਂ Najar Singh ਪੁੱਤਰ ਜੋਗਾ ਸਿੰਘ ਵਾਸੀ ਪਿੰਡ ਸ਼ਹਿਣਾ ਨੇ ਆਪਣਾ ਨਾਮ ਬਦਲ ਕੇ ਨਜ਼ਰ ਸਿੰਘ ਰੱਖ ਲਿਆ ਹੈ।: [4, 842, 115, 872]
- notice-item: • ਮੈਂ ਗੁਰਮੀਤ ਸਿੰਘ ਵਾਸੀ ਗਲੀ ਨੰਬਰ 1 ਮਿੱਠੂ ਬਸਤੀ ਨੇ ਆਪਣੇ ਪੁੱਤਰ ਦਾ ਜਨਮ ਮਿਤੀ ਠੀਕ ਕਰਵਾ ਲਿਆ ਹੈ।: [720, 877, 941, 897]
- notice-item: • ਮੈਂ Nirmala ਪਤਨੀ ਰਾਮ ਮਕਾਨ ਨੰਬਰ 417 ਵਾਰਡ ਨੰ. 15 ਅਹਿਮਦਗੜ੍ਹ ਨੇ ਆਪਣਾ ਨਾਮ ਬਦਲ ਕੇ Nirmala ਰੱਖ ਲਿਆ ਹੈ।: [4, 721, 115, 761]
- notice-item: • ਮੈਂ, ਹਰਮੀਤ ਪਤਨੀ ਸੁਖਜੀਤ ਸਿੰਘ ਵਾਸੀ ਪਿੰਡ ਕੋਟਲਾ, ਨੇੜੇ ਕਾਲੋਨੀ ਮੋਗਾ ਨੇ ਆਪਣਾ ਨਾਮ ਬਦਲ ਲਿਆ ਹੈ।: [119, 299, 230, 328]
- notice-item: • ਮੈਂ Inderjeet Kaur ਪਤਨੀ ਨੇ ਆਪਣਾ ਨਾਮ Inderjit Kaur ਰੱਖ ਲਿਆ ਹੈ।: [119, 685, 230, 714]
- nilami-notice: Nilami Notice ਸਰਕਾਰੀ ਪ੍ਰਾਇਮਰੀ ਸਕੂਲ ਪਿੰਡ ਦਿਆਲਪੁਰਾ ਵਿਖੇ ਸਕੂਲ ਦੇ ਖਸਤਾ ਹਾਲਤ ਕਮਰਿਆਂ ਦੇ ਮਲਬੇ ਦੀ ਨਿਲਾਮੀ ਮਿਤੀ 30/09/2025 ਨੂੰ ਸਵੇਰੇ 10:00 ਵਜੇ ਕੀਤੀ ਜਾਵੇਗੀ। ਚਾਹਵਾਨ ਵਿਅਕਤੀ ਸਮੇਂ ਸਿਰ ਪਹੁੰਚਣ। ਮੁੱਖ ਅਧਿਆਪਕ ਮੋ: 9518118835: [832, 423, 941, 536]
- section-heading-nilami: ਨਿਲਾਮੀ ਨੋਟਿਸ: [720, 1103, 941, 1123]
- notice-item: • ਮੈਂ ਜਸਕਰਨ ਸਿੰਘ ਵਾਸੀ ਮਕਾਨ ਨੰ.1035/ਬੀ, ਬਸੰਤ ਐਵੇਨਿਊ, ਦੁੱਗਰੀ, ਲੁਧਿਆਣਾ ਨੇ ਆਪਣੇ ਨਾਬਾਲਗ ਪੁੱਤਰ ਦਾ ਨਾਮ ਜਸਕਰਨ ਤੋਂ ਬਦਲ ਕੇ Jaskaran Dhir ਰੱਖ ਲਿਆ ਹੈ।: [4, 630, 115, 680]
- notice-item: • ਮੈਂ ਕੁਲਵਿੰਦਰ ਸਿੰਘ ਵਾਸੀ ਮਕਾਨ ਨੰ. 66 ਬਚਨ ਸਿੰਘ ਕਾਲੋਨੀ ਨੇ ਆਪਣੇ ਲੜਕੇ ਨੂੰ ਬੇਦਖਲ ਕਰ ਦਿੱਤਾ ਹੈ।: [236, 425, 474, 445]
- column-public-notices: [720, 34, 941, 1471]
- notice-item: • ਮੈਂ ਹਰਨਾਮ ਸਿੰਘ ਵਾਸੀ ਮਕਾਨ ਨੰ. 236 ਨੇ ਆਪਣੇ ਲੜਕੇ ਨੂੰ ਬੇਦਖਲ ਕੀਤਾ ਹੈ। 7171: [236, 561, 470, 571]
- issue-date: ਬੁੱਧਵਾਰ, 24 ਸਤੰਬਰ 2025: [44, 9, 148, 20]
- section-heading-bedakhli: ਬੇਦਖ਼ਲੀ...: [236, 36, 474, 56]
- story1-body: ਸੁਨਾਮ 23 ਸਤੰਬਰ : ਹਰਜੀਤ ਸਿੰਘ ਮਾਨ । ਸ੍ਰੀ ਅਗਰਵਾਲ ਸਭਾ ਸੁਨਾਮ ਵੱਲੋਂ ਮਹਾਰਾਜਾ ਅਗਰਸੈਨ ਜੀ ਦੀ ਜੈਅੰਤੀ ਸਾਦੇ ਢੰਗ ਨਾਲ ਮਨਾਈ ਗਈ। ਇਸ ਮੌਕੇ ਸਭਾ ਦੇ ਅਹੁਦੇਦਾਰਾਂ ਨੇ ਦੱਸਿਆ ਕਿ ਪੰਜਾਬ ਵਿੱਚ ਆਏ ਹੜ੍ਹਾਂ ਕਾਰਨ ਬਣੇ ਹਾਲਾਤਾਂ ਨੂੰ ਦੇਖਦਿਆਂ ਇਸ ਵਾਰ ਕੋਈ ਵੱਡਾ ਸਮਾਗਮ ਨਹੀਂ ਕੀਤਾ ਗਿਆ ਅਤੇ ਬਚਾਏ ਗਏ ਪੈਸੇ ਹੜ੍ਹ ਪੀੜਤਾਂ ਦੀ ਸੇਵਾ ਲਈ ਭੇਜੇ ਜਾਣਗੇ। ਇਸ ਮੌਕੇ ਹਵਨ ਯੱਗ ਕਰਵਾਇਆ ਗਿਆ ਅਤੇ ਮਹਾਰਾਜਾ ਅਗਰਸੈਨ ਜੀ ਦੀਆਂ ਸਿੱਖਿਆਵਾਂ ਉੱਤੇ ਚਾਨਣਾ ਪਾਇਆ ਗਿਆ। ਸਮਾਗਮ ਵਿੱਚ ਸ਼ਹਿਰ ਦੇ ਪਤਵੰਤੇ ਸੱਜਣ ਹਾਜ਼ਰ ਸਨ।: [478, 493, 716, 562]
- notice-item: I, Pooja Dhaliwal Widow of Vijay Kumar R/o H.No. 2224 St.No.2 Near C.M.C. Hospital Isa Nagar Ludhiana have changed my name from Anita to Pooja Dhaliwal after marriage.: [119, 844, 230, 902]
- public-notice-2: PUBLIC NOTICE Original Sale Deed No. 4371 Dated 03/09/2012 executed by Pushpa Rani in favour of Balwinder Kaur House measuring 50 Sq. Yards situated in Khasra No. 4281/min (0-1), Whereas Wharant No. 2843, Dated 05/09/2012 at Kalloo No 2, for the year 2013, Situated at Gali No. 9, Nanauna Road, Shaheed Bhagat Singh Nagar, Patti Jhutti, Bathinda currently owned by Sarit Kaur. Any person having any claim shall contact Singh Bank Financial Institution. In this regard Kapur Kaur Sonu Kaur Bohna. INDIA HFCL Bathinda, may respond or object within 03 Days, to Sh. P.P Singh, Advocate, Mob. No. 75080 11661.: [832, 199, 941, 419]
- jantak-suchna-text: ਮੈਂ, ਨਿਰਮਲ ਕੌਰ, ਧੀ ਅਮਰੀਕ ਰਾਮ (ਕਰਨਲ 7-ਬੀ, ਮਾਨਸ ਪਬਲਿਕ ਸਕੂਲ ਮਕਾਨ ਨੰਬਰ ਸਟੂਡੈਂਟ ਨਗਰ ਲੁਧਿਆਣਾ) ਆਮ ਜਨਤਾ ਨੂੰ ਸੂਚਿਤ ਕਰਦੀ ਹਾਂ ਕਿ ਮੇਰੇ ਪੁੱਤਰ ਦਾ ਪਾਸਪੋਰਟ ਗੁੰਮ ਹੋ ਗਿਆ ਹੈ ਜਿਸ ਦਾ ਨੰਬਰ 26-12-2012 ਜਾਰੀ ਕੀਤਾ ਗਿਆ ਸੀ। ਜਿਸ ਕਿਸੇ ਨੂੰ ਮਿਲੇ ਉਹ ਮੇਰੇ ਨਾਲ ਸੰਪਰਕ ਕਰੇ। 7171: [720, 711, 941, 750]
- aam-suchna-list: [720, 775, 941, 918]
- name-change-list-right: [120, 178, 231, 1115]
- notice-item: • ਮੈਂ ਸਿਮਰਨਜੀਤ ਕੌਰ ਪੁੱਤਰੀ ਪਰਮਜੀਤ ਸਿੰਘ ਵਾਸੀ 1718/20, ਗਲੀ ਨੰਬਰ 2 ਮੁਹੱਲਾ ਕਰਤਾਰ ਨਗਰ ਨੇ ਆਪਣਾ ਨਾਮ ਬਦਲ ਲਿਆ ਹੈ।: [119, 482, 230, 521]
- notice-item: • ਮੈਂ ਗੁਰਮੀਤ ਸਿੰਘ ਪੁੱਤਰ ਨਾਜਰ ਸਿੰਘ ਵਾਸੀ ਜਨਤਾ ਨਗਰ ਬਠਿੰਡਾ ਨੇ ਆਪਣੇ ਲੜਕੇ ਨੂੰ ਜਾਇਦਾਦ ਤੋਂ ਬੇਦਖਲ ਕੀਤਾ ਹੈ।: [236, 383, 474, 403]
- notice-item: I, Sharanjit Kaur employed as Clerk in PUDA, Phase 8 Sector 62 DIST SAS Nagar, Mohali have changed my name from Sewaran Kaur to Sharanjit Kaur.: [119, 796, 230, 844]
- notice-item: • ਮੈਂ, ਗੁਰਸਿਮਰਨ ਸਿੰਘ ਵਾਸੀ 1103/9 ਗਲੀ ਨੰਬਰ 9 ਤੇ 39 ਹਕੀਕਤ ਨਗਰ ਸ਼ਾਹਪੁਰ ਰੋਡ ਨੇ ਆਪਣਾ ਨਾਮ ਬਦਲ ਲਿਆ ਹੈ।: [119, 360, 230, 399]
- notice-item: • ਮੈਂ ਜੀਤਾ ਰਾਣੀ ਪਤਨੀ ਸ੍ਰੀ ਸੱਤ ਪਾਲ ਵਾਸੀ ਮਕਾਨ ਨੰਬਰ 5614/4 ਗੁਰੂ ਨਾਨਕ ਪੁਰਾ ਪਟਿਆਲਾ ਸੂਚਿਤ ਕਰਦੀ ਹਾਂ ਕਿ ਮੇਰਾ ਲੜਕਾ ਅਤੇ ਨੂੰਹ ਮੇਰੇ ਕਹਿਣੇ ਤੋਂ ਬਾਹਰ ਹਨ। ਮੈਂ ਉਹਨਾਂ ਨੂੰ ਆਪਣੀ ਜਾਇਦਾਦ ਤੋਂ ਬੇਦਖਲ ਕਰਦੀ ਹਾਂ। 7171: [236, 281, 474, 311]
- story2-subhead: ਮੈਂ ਆਪਣੇ ਹਲਕੇ ਦੇ ਲੋਕਾਂ ਦੇ ਦੁੱਖ-ਸੁੱਖ 'ਚ ਹਮੇਸ਼ਾ ਨਾਲ ਖੜ੍ਹੀ ਹਾਂ-ਬੀਬੀ ਮਾਣੂੰਕੇ: [478, 603, 716, 614]
- story1-photo: [478, 362, 716, 490]
- story2-photo: [478, 618, 716, 758]
- notice-item: • ਮੈਂ ਅਮਨਦੀਪ ਸਿੰਘ ਗਿੱਲ ਪੁੱਤਰ ਜਗਤਾਰ ਸਿੰਘ ਵਾਸੀ ਪਿੰਡ ਮਨਸੂਰਾ ਤਹਿ: ਜਗਰਾਉਂ ਜ਼ਿਲ੍ਹਾ ਲੁਧਿਆਣਾ ਨੇ ਆਪਣਾ ਨਾਮ ਬਦਲ ਕੇ ਅਮਨ ਗਿੱਲ ਰੱਖ ਲਿਆ ਹੈ।: [4, 550, 115, 589]
- notice-item: • ਮੈਂ ਪ੍ਰਦੀਪ ਕੁਮਾਰ ਪੁੱਤਰ ਰਾਮ ਪ੍ਰਕਾਸ਼ ਵਾਸੀ ਬੇਦੀ ਕਾਲੋਨੀ ਜ਼ਿਲ੍ਹਾ ਲੁਧਿਆਣਾ ਨੇ ਆਪਣਾ ਨਾਮ ਬਦਲ ਕੇ ਪ੍ਰਦੀਪ ਸ਼ਰਮਾ ਰੱਖ ਲਿਆ ਹੈ।: [4, 761, 115, 801]
- notice-item: • ਮੈਂ ਬਲਵਿੰਦਰ ਕੌਰ ਪਤਨੀ ਵਾਸੀ ਮਕਾਨ ਨੰਬਰ 2346 ਨੇ ਆਪਣੀ ਪੁੱਤਰੀ ਨੂੰ ਬੇਦਖਲ ਕਰ ਦਿੱਤਾ ਹੈ।: [236, 518, 474, 538]
- notice-item: I, Prabhjot Kaur Grewal D/o Surinder Singh R/o Gujjarwal, Ludhiana changed my name to Prabhjot Kaur.: [119, 903, 230, 941]
- column-divider: [232, 34, 233, 1471]
- motor-signature: ਸਬੰਧਿਤ ਬਲਜਿੰਦਰ ਸਿੰਘ: [875, 984, 941, 994]
- notice-item: • ਮੈਂ ਕੁਲਜੀਤ ਕੌਰ ਪਤਨੀ ਜਸਕਰਨ ਸਿੰਘ ਵਾਸੀ ਮਕਾਨ ਨੰ.488/2, ਸੈਕਟਰ 40/ਏ ਚੰਡੀਗੜ੍ਹ ਨੇ ਆਪਣਾ ਨਾਮ ਬਦਲ ਲਿਆ ਹੈ।: [4, 873, 115, 912]
- notice-item: • ਮੈਂ ਜਸਵੰਤ ਸਿੰਘ ਪੁੱਤਰ ਗੁਰਦੀਪ ਸਿੰਘ ਵਾਸੀ ਪਿੰਡ ਅਤੇ ਡਾਕਖਾਨਾ ਗਿੱਦੜਬਾਹਾ ਜ਼ਿਲ੍ਹਾ ਸੰਗਰੂਰ (ਪੰਜਾਬ) ਨੇ ਆਪਣਾ ਨਾਮ ਜਸਵੰਤ ਸਿੰਘ ਤੋਂ ਬਦਲ ਕੇ ਜਸਵਿੰਦਰ ਸਿੰਘ ਰੱਖ ਲਿਆ ਹੈ।: [4, 419, 115, 468]
